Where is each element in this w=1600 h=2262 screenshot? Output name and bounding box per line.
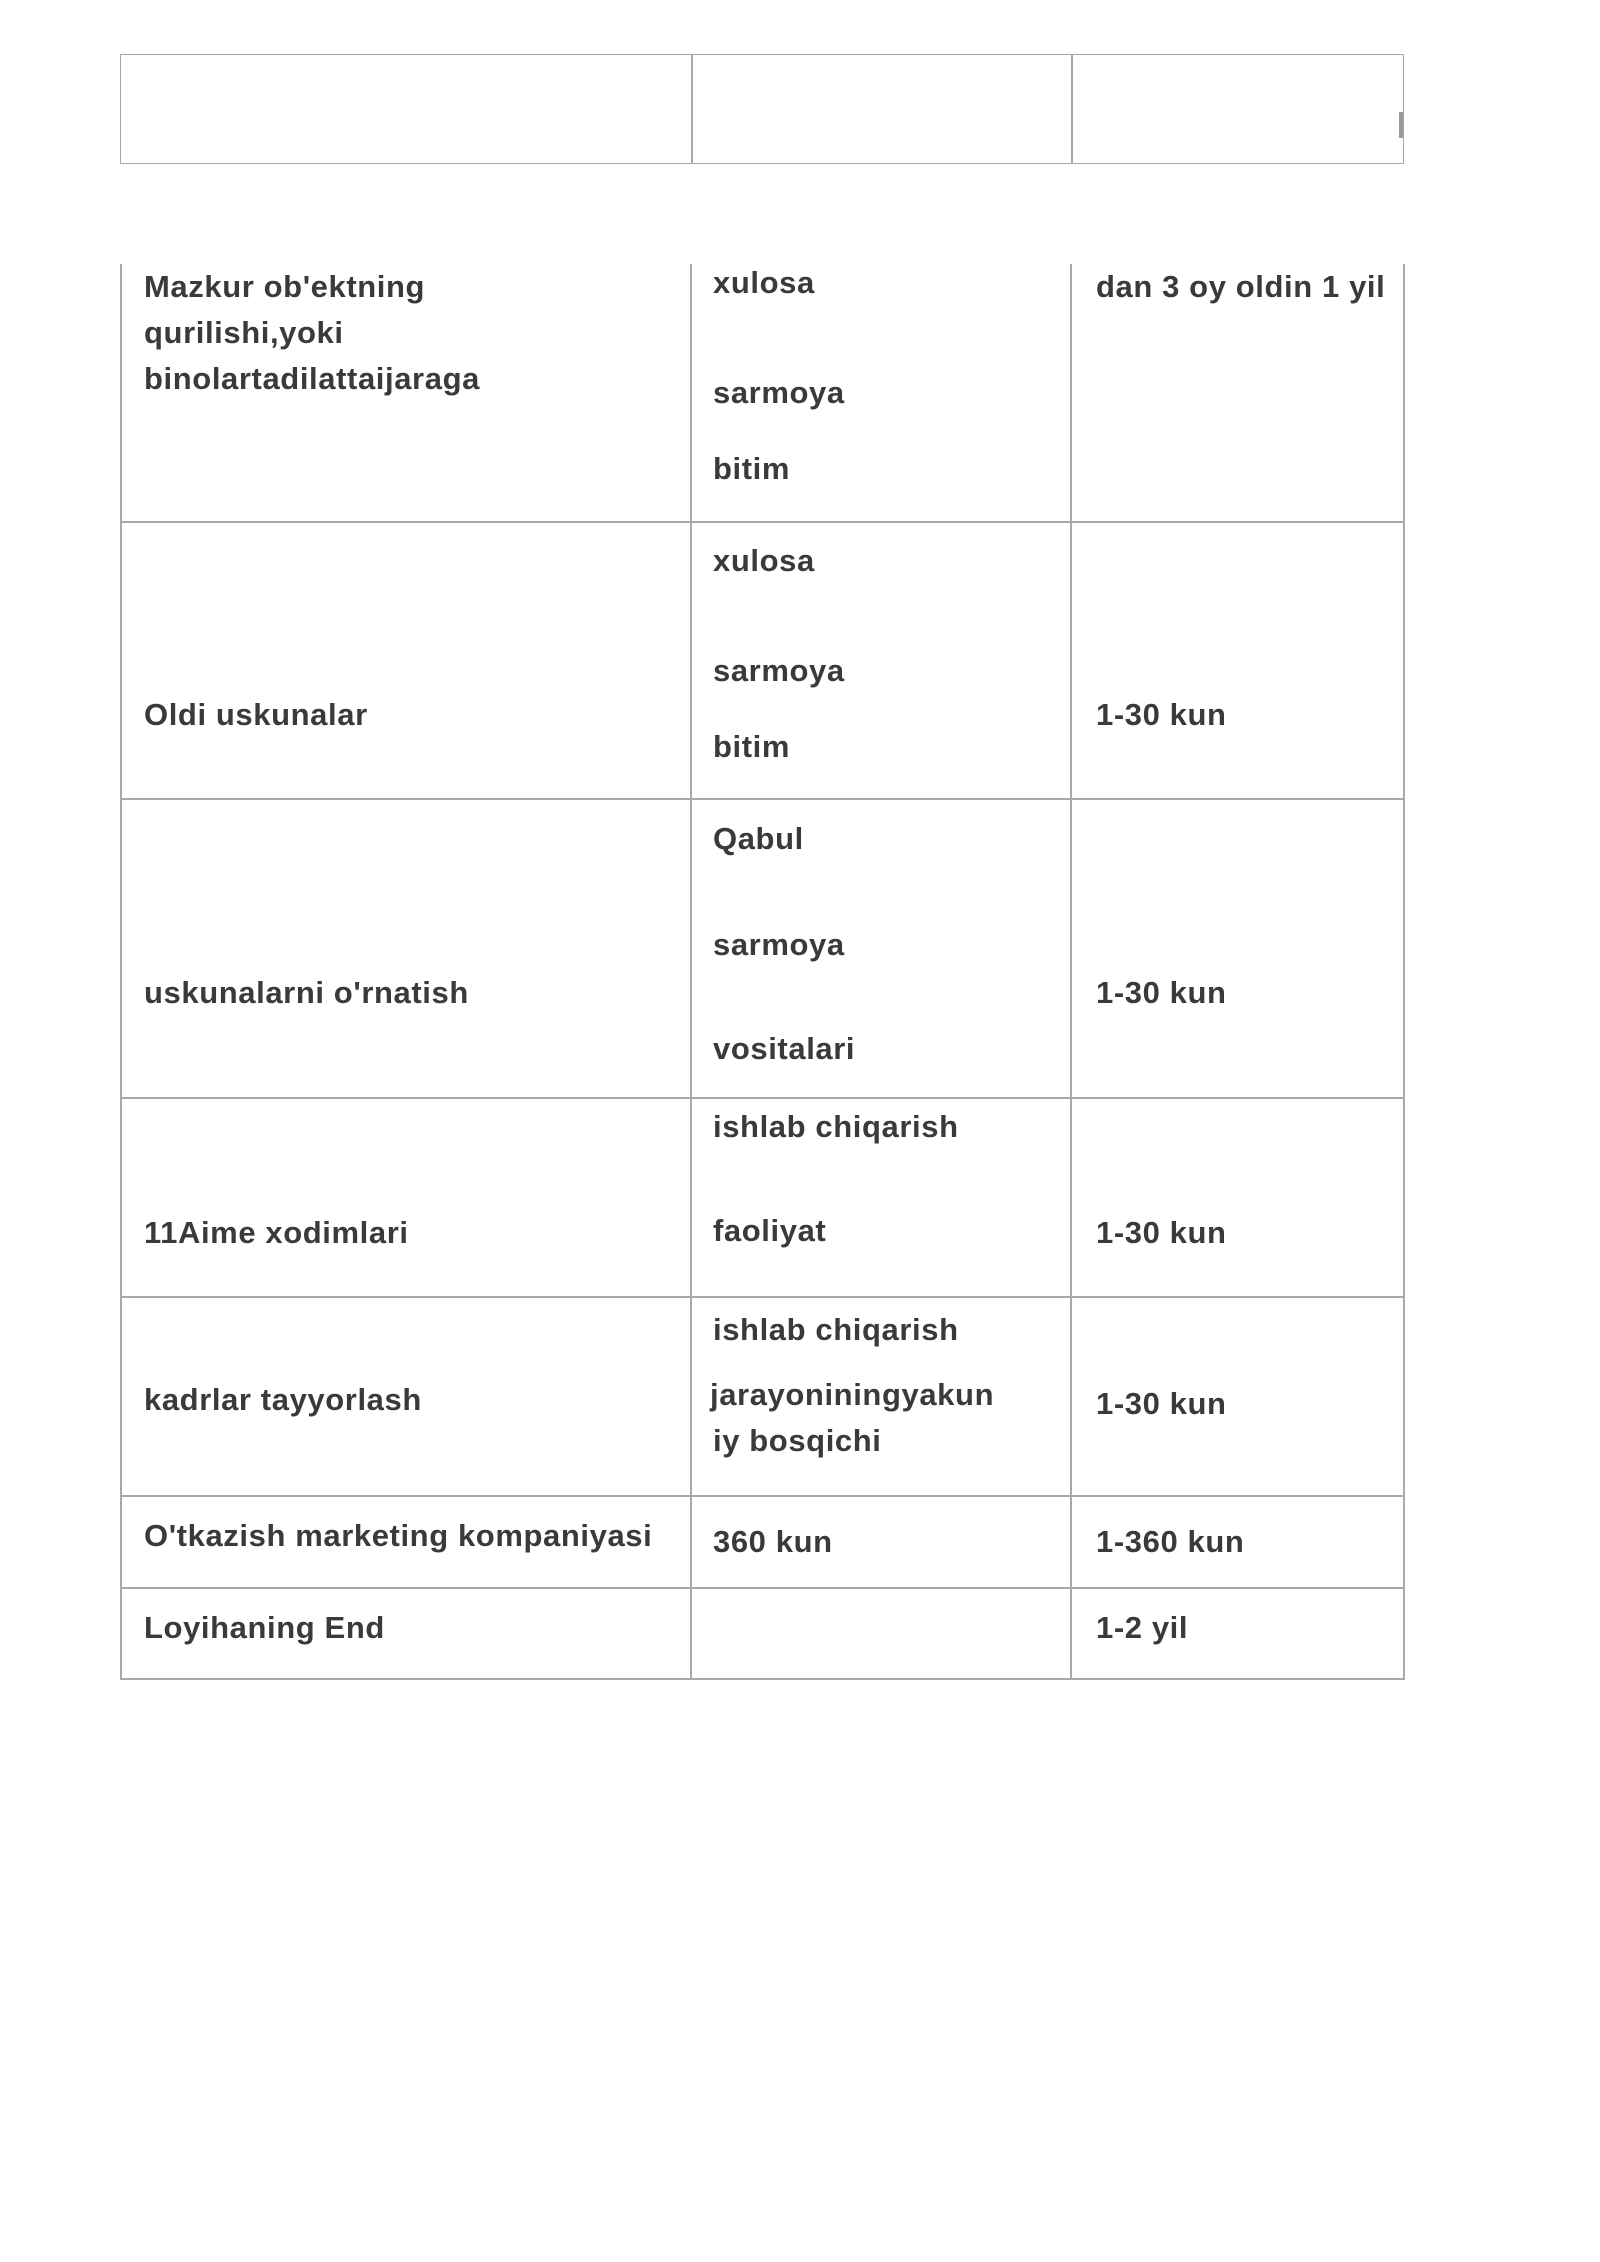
table-border-left [120,264,122,1680]
document-cell-text: bitim [713,729,791,764]
document-cell-text: 360 kun [713,1524,833,1559]
stage-cell-text: Loyihaning End [144,1610,385,1645]
document-cell-text: ishlab chiqarish [713,1109,959,1144]
schedule-table [120,264,1404,1680]
document-cell-text: xulosa [713,543,815,578]
row-divider [120,521,1404,523]
row-divider [120,1097,1404,1099]
row-divider [120,1495,1404,1497]
stage-cell-text: Oldi uskunalar [144,697,368,732]
term-cell-text: 1-360 kun [1096,1524,1245,1559]
stage-cell-text: kadrlar tayyorlash [144,1382,422,1417]
stage-cell-text: O'tkazish marketing kompaniyasi [144,1518,653,1553]
column-divider [1071,55,1073,163]
document-cell-text: sarmoya [713,927,845,962]
term-cell-text: 1-30 kun [1096,975,1227,1010]
table-border-bottom [120,1678,1404,1680]
column-divider [691,55,693,163]
row-divider [120,1296,1404,1298]
document-cell-text: vositalari [713,1031,856,1066]
document-cell-text: bitim [713,451,791,486]
document-cell-text: ishlab chiqarish [713,1312,959,1347]
term-cell-text: 1-2 yil [1096,1610,1189,1645]
term-cell-text: 1-30 kun [1096,697,1227,732]
document-cell-text: iy bosqichi [713,1423,882,1458]
table-border-right [1403,264,1405,1680]
text-cursor-mark [1399,112,1403,138]
document-cell-text: sarmoya [713,653,845,688]
term-cell-text: dan 3 oy oldin 1 yil [1096,269,1386,304]
row-divider [120,798,1404,800]
column-divider [690,264,692,1680]
document-cell-text: faoliyat [713,1213,827,1248]
document-cell-text: jarayoniningyakun [710,1377,995,1412]
row-divider [120,1587,1404,1589]
term-cell-text: 1-30 kun [1096,1215,1227,1250]
document-cell-text: sarmoya [713,375,845,410]
empty-table-header-row [120,54,1404,164]
document-cell-text: xulosa [713,265,815,300]
column-divider [1070,264,1072,1680]
stage-cell-text: qurilishi,yoki [144,315,344,350]
term-cell-text: 1-30 kun [1096,1386,1227,1421]
document-cell-text: Qabul [713,821,804,856]
stage-cell-text: Mazkur ob'ektning [144,269,426,304]
stage-cell-text: binolartadilattaijaraga [144,361,480,396]
stage-cell-text: uskunalarni o'rnatish [144,975,469,1010]
stage-cell-text: 11Aime xodimlari [144,1215,409,1250]
